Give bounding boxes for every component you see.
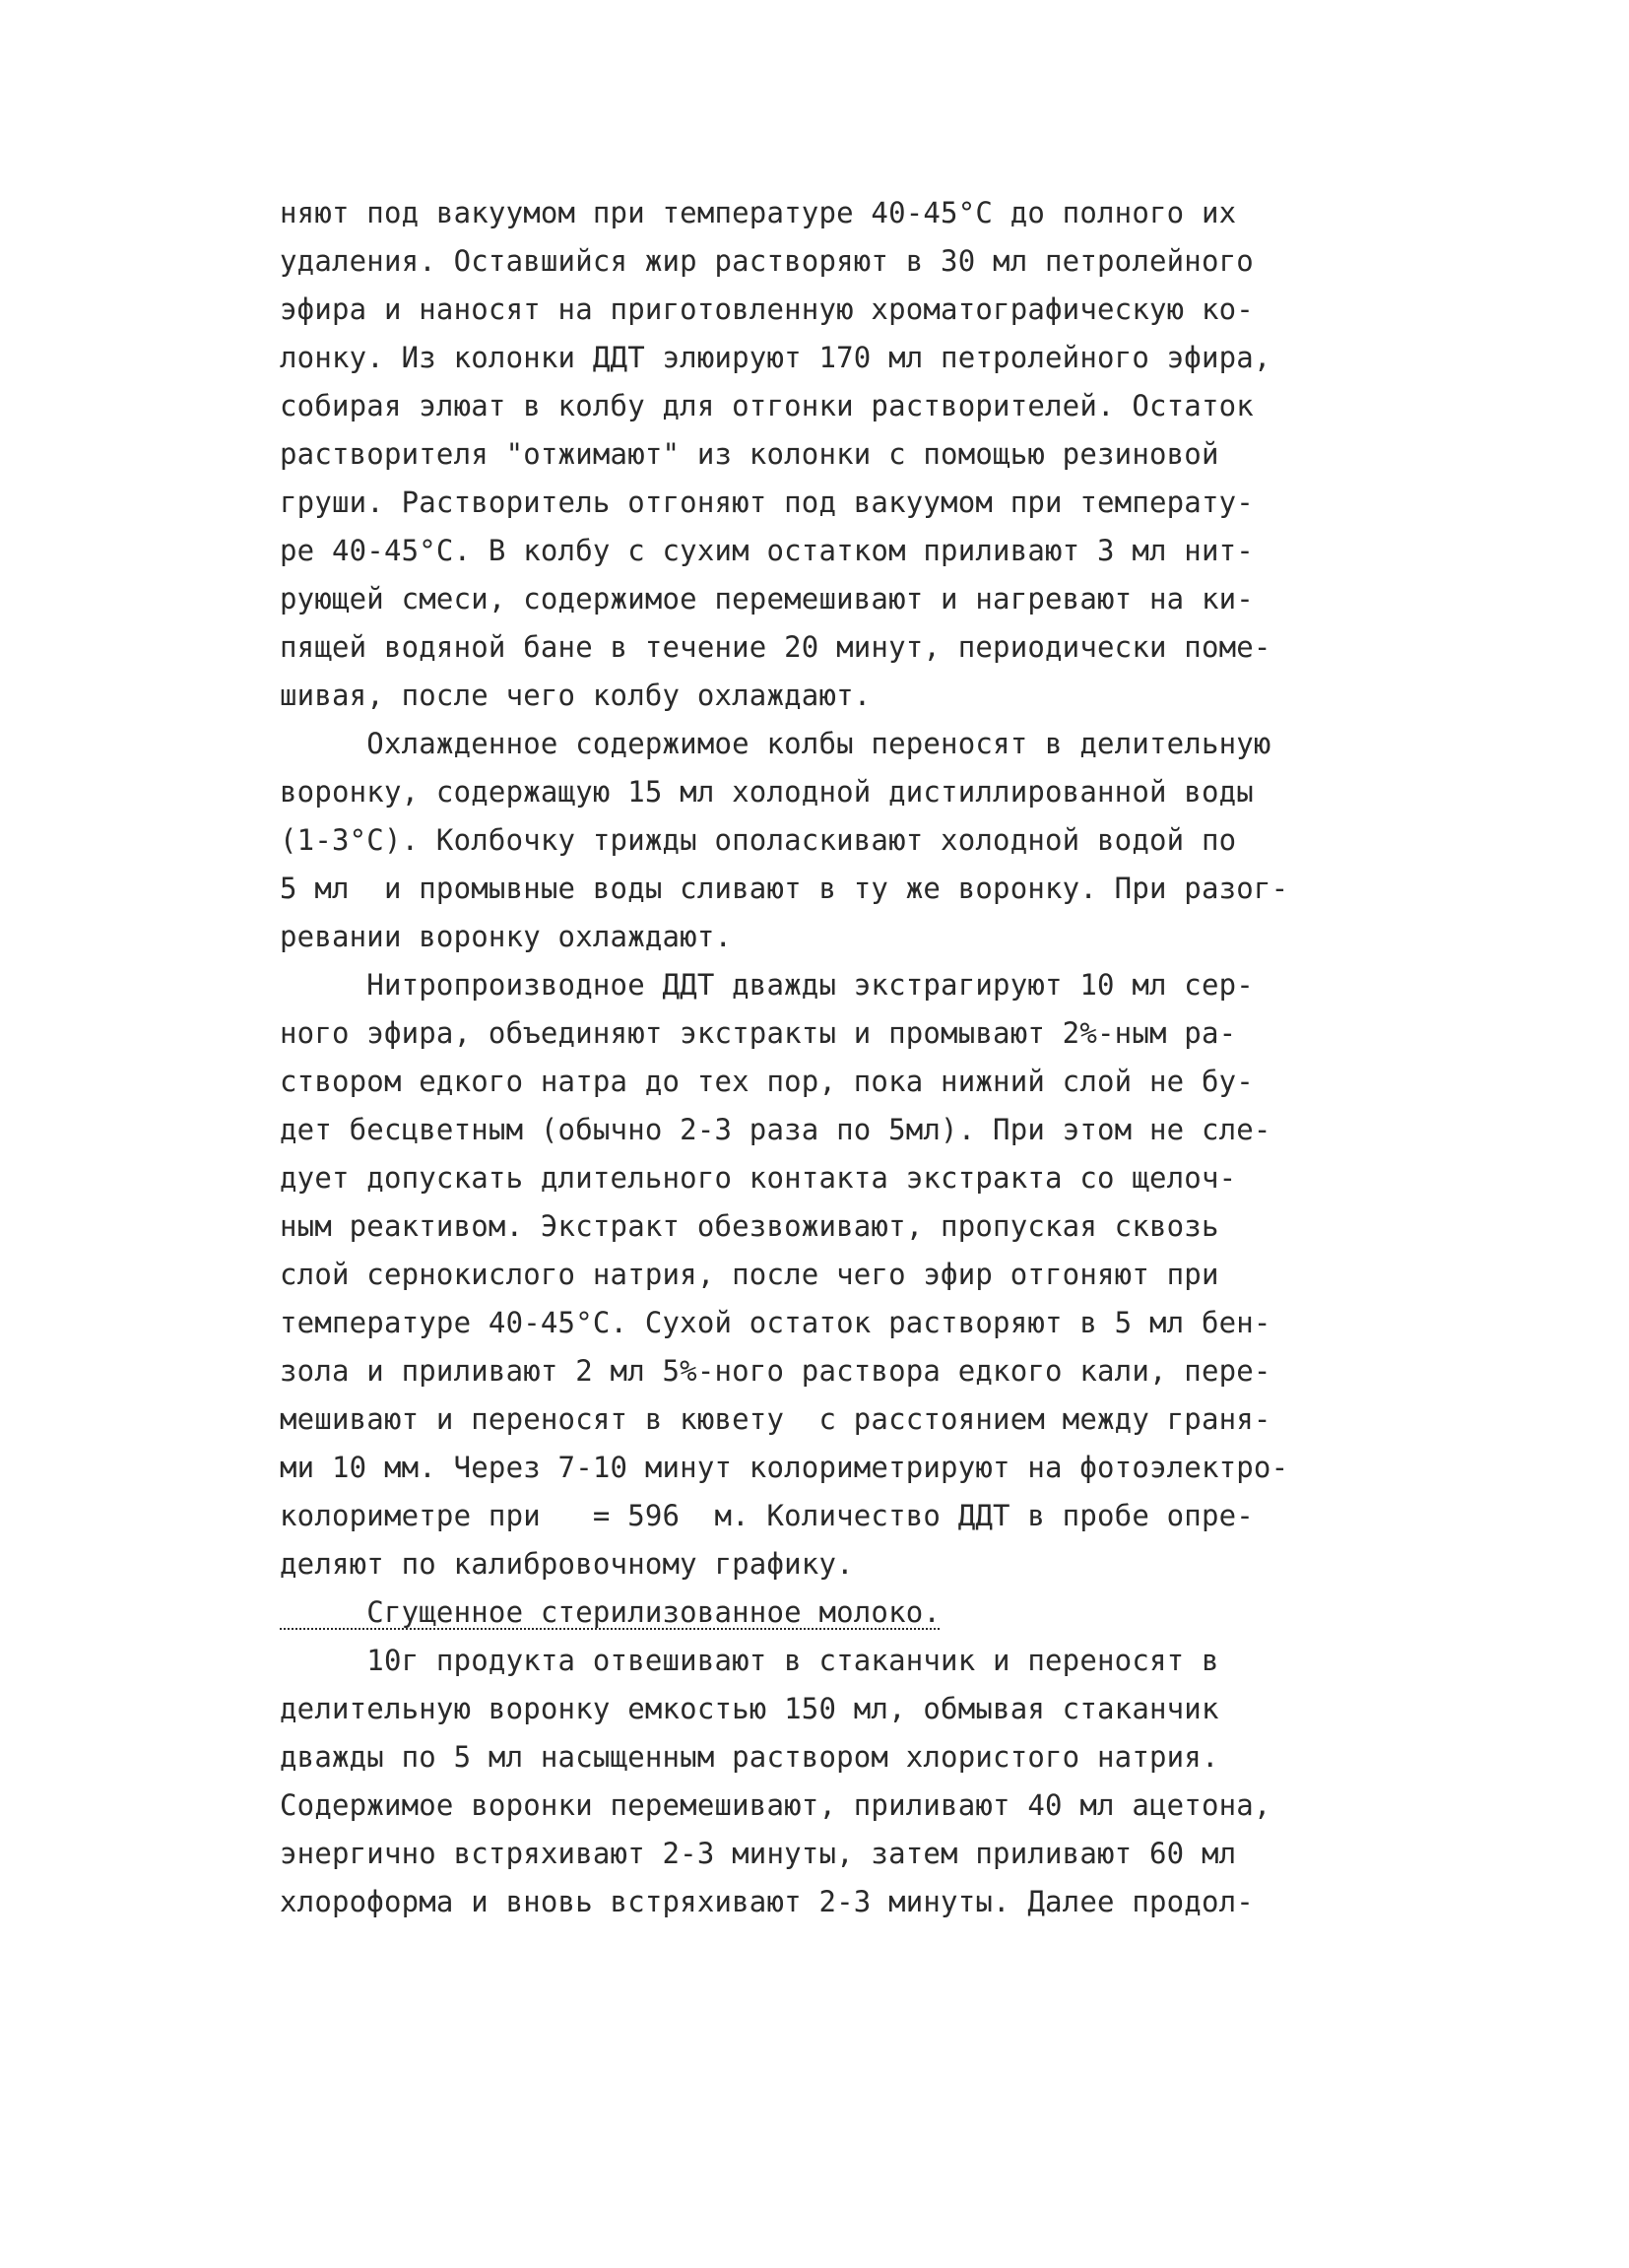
text-line: эфира и наносят на приготовленную хроматографическую ко- [280,292,1254,326]
text-line: няют под вакуумом при температуре 40-45°С до полного их [280,196,1237,229]
section-heading: Сгущенное стерилизованное молоко. [280,1595,942,1629]
text-line: ми 10 мм. Через 7-10 минут колориметрируют на фотоэлектро- [280,1451,1289,1484]
text-line: 5 мл и промывные воды сливают в ту же воронку. При разог- [280,872,1289,905]
text-line: растворителя "отжимают" из колонки с помощью резиновой [280,437,1219,471]
text-line: груши. Растворитель отгоняют под вакуумом при температу- [280,486,1254,519]
text-line: энергично встряхивают 2-3 минуты, затем приливают 60 мл [280,1837,1237,1870]
text-line: воронку, содержащую 15 мл холодной дистиллированной воды [280,775,1254,809]
text-line: ревании воронку охлаждают. [280,920,733,953]
text-line: ре 40-45°С. В колбу с сухим остатком приливают 3 мл нит- [280,534,1254,567]
text-line: ным реактивом. Экстракт обезвоживают, пропуская сквозь [280,1209,1219,1243]
text-line: слой сернокислого натрия, после чего эфир отгоняют при [280,1258,1219,1291]
text-line: рующей смеси, содержимое перемешивают и нагревают на ки- [280,582,1254,616]
text-line: дважды по 5 мл насыщенным раствором хлористого натрия. [280,1740,1219,1774]
text-line: дет бесцветным (обычно 2-3 раза по 5мл). При этом не сле- [280,1113,1271,1146]
text-line: дует допускать длительного контакта экстракта со щелоч- [280,1161,1237,1195]
text-line: пящей водяной бане в течение 20 минут, периодически поме- [280,630,1271,664]
text-line: колориметре при = 596 м. Количество ДДТ в пробе опре- [280,1499,1254,1532]
text-line: удаления. Оставшийся жир растворяют в 30 мл петролейного [280,244,1254,278]
text-line: мешивают и переносят в кювету с расстоянием между граня- [280,1402,1271,1436]
text-line: Содержимое воронки перемешивают, приливают 40 мл ацетона, [280,1788,1271,1822]
text-line: (1-3°С). Колбочку трижды ополаскивают холодной водой по [280,823,1237,857]
text-line: зола и приливают 2 мл 5%-ного раствора едкого кали, пере- [280,1354,1271,1388]
document-body [280,189,1402,1926]
paragraph-start-line: Нитропроизводное ДДТ дважды экстрагируют 10 мл сер- [280,968,1254,1002]
paragraph-start-line: Охлажденное содержимое колбы переносят в делительную [280,727,1271,760]
text-line: шивая, после чего колбу охлаждают. [280,679,872,712]
text-line: температуре 40-45°С. Сухой остаток растворяют в 5 мл бен- [280,1306,1271,1339]
paragraph-start-line: 10г продукта отвешивают в стаканчик и переносят в [280,1644,1219,1677]
text-line: собирая элюат в колбу для отгонки растворителей. Остаток [280,389,1254,422]
text-line: хлороформа и вновь встряхивают 2-3 минуты. Далее продол- [280,1885,1254,1918]
text-line: лонку. Из колонки ДДТ элюируют 170 мл петролейного эфира, [280,341,1271,374]
text-line: ного эфира, объединяют экстракты и промывают 2%-ным ра- [280,1016,1237,1050]
text-line: створом едкого натра до тех пор, пока нижний слой не бу- [280,1065,1254,1098]
text-line: делительную воронку емкостью 150 мл, обмывая стаканчик [280,1692,1219,1725]
text-line: деляют по калибровочному графику. [280,1547,854,1581]
